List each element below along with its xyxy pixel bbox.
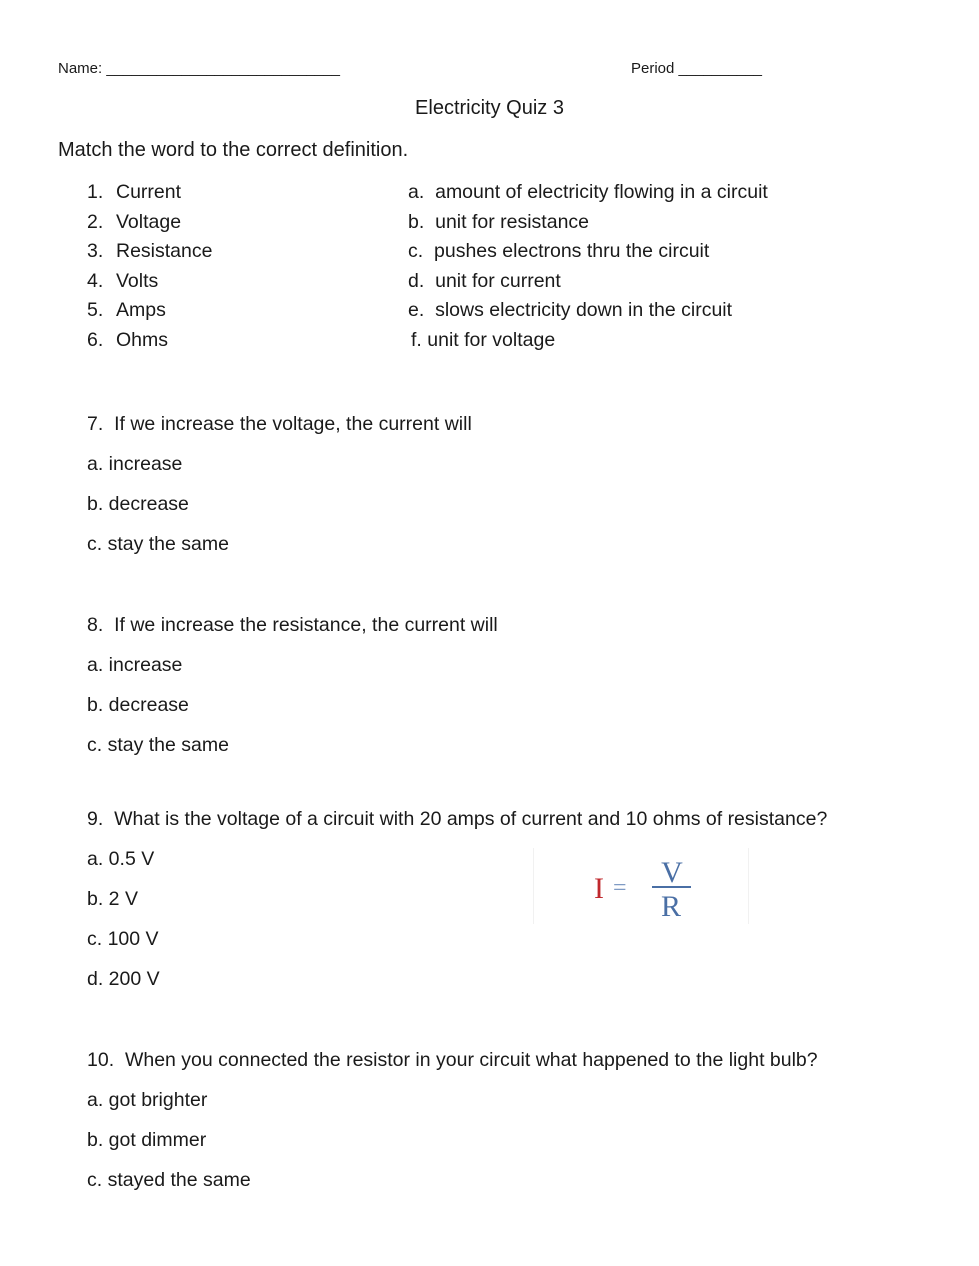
name-field-label: Name: ____________________________ [58, 60, 340, 77]
answer-option: b. decrease [87, 493, 189, 515]
answer-option: b. decrease [87, 694, 189, 716]
answer-option: b. got dimmer [87, 1129, 207, 1151]
formula-voltage-symbol: V [661, 856, 683, 889]
question-prompt: 10. When you connected the resistor in your circuit what happened to the light bulb? [87, 1049, 818, 1071]
page-title: Electricity Quiz 3 [415, 97, 564, 119]
term-number: 4. [87, 270, 104, 292]
list-item [87, 299, 166, 322]
list-item [87, 329, 168, 352]
list-item [87, 181, 181, 204]
instructions: Match the word to the correct definition. [58, 139, 409, 161]
list-item [87, 240, 212, 263]
answer-option: a. got brighter [87, 1089, 208, 1111]
list-item [87, 270, 158, 293]
term-text: Amps [116, 299, 166, 321]
answer-option: b. 2 V [87, 888, 138, 910]
answer-option: c. stay the same [87, 533, 229, 555]
period-field-label: Period __________ [631, 60, 762, 77]
answer-option: c. stay the same [87, 734, 229, 756]
term-text: Voltage [116, 211, 182, 233]
term-number: 1. [87, 181, 104, 203]
answer-option: a. increase [87, 654, 183, 676]
question-prompt: 9. What is the voltage of a circuit with 20 amps of current and 10 ohms of resistance? [87, 808, 828, 830]
term-text: Resistance [116, 240, 213, 262]
definition-item: f. unit for voltage [411, 329, 556, 351]
answer-option: c. stayed the same [87, 1169, 251, 1191]
definition-item: a. amount of electricity flowing in a circuit [408, 181, 768, 203]
answer-option: a. increase [87, 453, 183, 475]
term-number: 2. [87, 211, 104, 233]
definition-item: d. unit for current [408, 270, 561, 292]
term-number: 6. [87, 329, 104, 351]
formula-resistance-symbol: R [660, 890, 682, 923]
answer-option: c. 100 V [87, 928, 159, 950]
formula-current-symbol: I [594, 872, 604, 905]
question-prompt: 7. If we increase the voltage, the current will [87, 413, 472, 435]
definition-item: b. unit for resistance [408, 211, 590, 233]
question-prompt: 8. If we increase the resistance, the current will [87, 614, 498, 636]
formula-equals-sign: = [613, 875, 627, 901]
list-item [87, 211, 181, 234]
term-number: 5. [87, 299, 104, 321]
ohms-law-formula [533, 848, 749, 924]
term-text: Volts [116, 270, 159, 292]
term-number: 3. [87, 240, 104, 262]
term-text: Current [116, 181, 182, 203]
formula-graphic [534, 848, 748, 924]
term-text: Ohms [116, 329, 169, 351]
answer-option: d. 200 V [87, 968, 160, 990]
answer-option: a. 0.5 V [87, 848, 155, 870]
definition-item: e. slows electricity down in the circuit [408, 299, 733, 321]
definition-item: c. pushes electrons thru the circuit [408, 240, 710, 262]
